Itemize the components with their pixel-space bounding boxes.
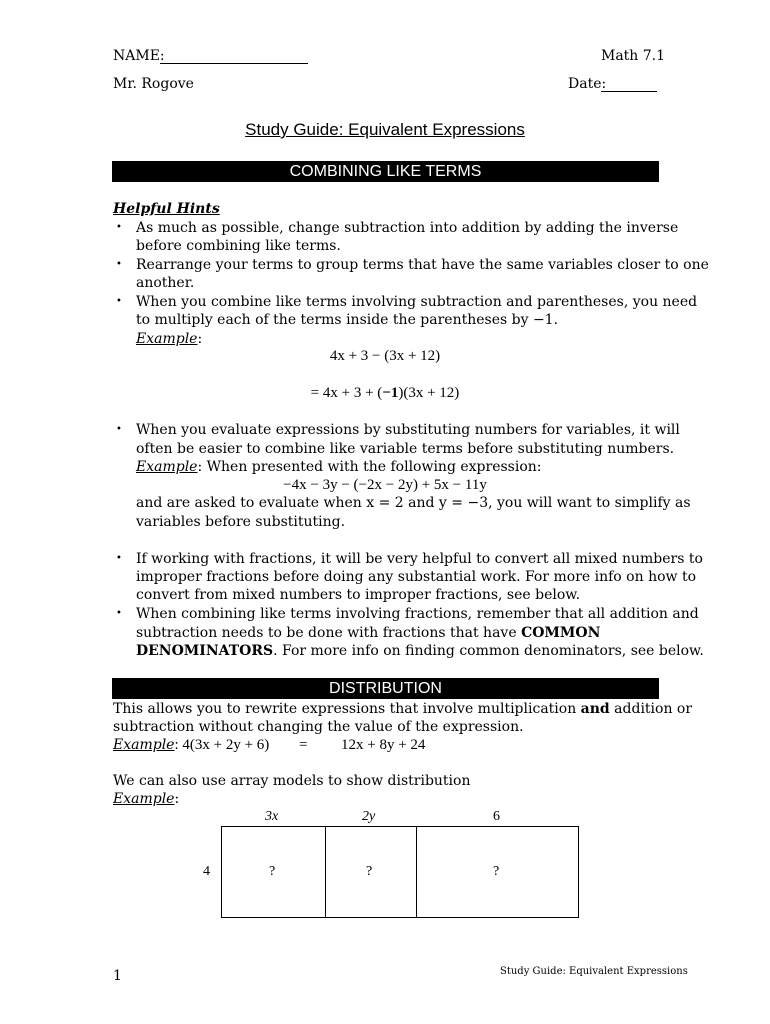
footer-title: Study Guide: Equivalent Expressions: [500, 966, 688, 977]
distribution-example: [113, 736, 269, 754]
ex1-part-b: −1: [382, 385, 399, 401]
hint-5-line-2: improper fractions before doing any substantial work. For more info on how to: [136, 569, 697, 585]
array-intro: We can also use array models to show distribution: [113, 773, 471, 789]
example-label-2: Example: [136, 459, 198, 475]
example-label: Example: [136, 331, 198, 347]
hint-1-line-2: before combining like terms.: [136, 238, 341, 254]
name-label: NAME:: [113, 48, 165, 64]
example-colon: :: [197, 331, 203, 347]
hint-4-line-3-text: : When presented with the following expression:: [197, 459, 542, 475]
hint-6-line-1: When combining like terms involving fractions, remember that all addition and: [136, 606, 699, 622]
hint-3-line-2: to multiply each of the terms inside the parentheses by −1.: [136, 312, 559, 328]
ex1-part-c: )(3x + 12): [398, 385, 460, 401]
bullet-3: •: [116, 296, 122, 307]
hint-5-line-3: convert from mixed numbers to improper fractions, see below.: [136, 587, 581, 603]
hint-4-line-2: often be easier to combine like variable terms before substituting numbers.: [136, 441, 675, 457]
array-example-colon: :: [174, 791, 180, 807]
array-top-label-3: 6: [493, 809, 500, 824]
name-blank-line: [160, 63, 308, 64]
hint-5-line-1: If working with fractions, it will be very helpful to convert all mixed numbers to: [136, 551, 703, 567]
bullet-6: •: [116, 608, 122, 619]
hint-2-line-1: Rearrange your terms to group terms that have the same variables closer to one: [136, 257, 709, 273]
section-heading-distribution: DISTRIBUTION: [112, 678, 659, 699]
dist-example-left: : 4(3x + 2y + 6): [174, 737, 270, 753]
date-label: Date:: [568, 76, 607, 92]
example-1-rewritten: [0, 384, 770, 402]
dist-l1-bold: and: [580, 701, 610, 717]
hint-6-line-3-text: . For more info on finding common denominators, see below.: [273, 643, 704, 659]
ex1-part-a: = 4x + 3 + (: [310, 385, 383, 401]
hint-6-line-2-text: subtraction needs to be done with fractions that have: [136, 625, 522, 641]
hint-6-line-3: [136, 642, 704, 660]
array-example-label: Example: [113, 791, 175, 807]
section-heading-combining: COMBINING LIKE TERMS: [112, 161, 659, 182]
hint-6-line-2: [136, 624, 600, 642]
dist-example-equals: =: [299, 737, 308, 753]
dist-example-right: 12x + 8y + 24: [341, 737, 426, 753]
dist-l1-c: addition or: [609, 701, 693, 717]
page-number: 1: [113, 968, 122, 984]
array-cell-3-value: ?: [493, 864, 500, 879]
example-1-expression: 4x + 3 − (3x + 12): [329, 348, 441, 364]
hint-4-line-5: and are asked to evaluate when x = 2 and y = −3, you will want to simplify as: [136, 495, 691, 511]
hint-3-line-1: When you combine like terms involving subtraction and parentheses, you need: [136, 294, 698, 310]
array-top-label-1: 3x: [265, 809, 279, 824]
hint-1-line-1: As much as possible, change subtraction into addition by adding the inverse: [136, 220, 679, 236]
hint-4-line-3: [136, 458, 542, 476]
bullet-5: •: [116, 553, 122, 564]
hint-2-line-2: another.: [136, 275, 195, 291]
dist-l1-a: This allows you to rewrite expressions that involve multiplication: [113, 701, 581, 717]
bullet-1: •: [116, 222, 122, 233]
dist-example-label: Example: [113, 737, 175, 753]
hints-heading: Helpful Hints: [113, 201, 220, 217]
array-top-label-2: 2y: [362, 809, 376, 824]
distribution-line-1: [113, 700, 692, 718]
array-cell-2-value: ?: [366, 864, 373, 879]
array-example-line: [113, 790, 179, 808]
array-side-label: 4: [203, 864, 210, 879]
hint-6-bold-denominators: DENOMINATORS: [136, 643, 274, 659]
array-cell-1-value: ?: [269, 864, 276, 879]
distribution-line-2: subtraction without changing the value of the expression.: [113, 719, 524, 735]
hint-4-line-1: When you evaluate expressions by substituting numbers for variables, it will: [136, 422, 680, 438]
bullet-2: •: [116, 259, 122, 270]
teacher-name: Mr. Rogove: [113, 76, 194, 92]
page-title: Study Guide: Equivalent Expressions: [245, 120, 525, 139]
example-line: [136, 330, 202, 348]
bullet-4: •: [116, 424, 122, 435]
example-2-expression: −4x − 3y − (−2x − 2y) + 5x − 11y: [283, 477, 487, 493]
hint-4-line-6: variables before substituting.: [136, 514, 346, 530]
course-label: Math 7.1: [601, 48, 666, 64]
hint-6-bold-common: COMMON: [521, 625, 601, 641]
date-blank-line: [601, 91, 657, 92]
